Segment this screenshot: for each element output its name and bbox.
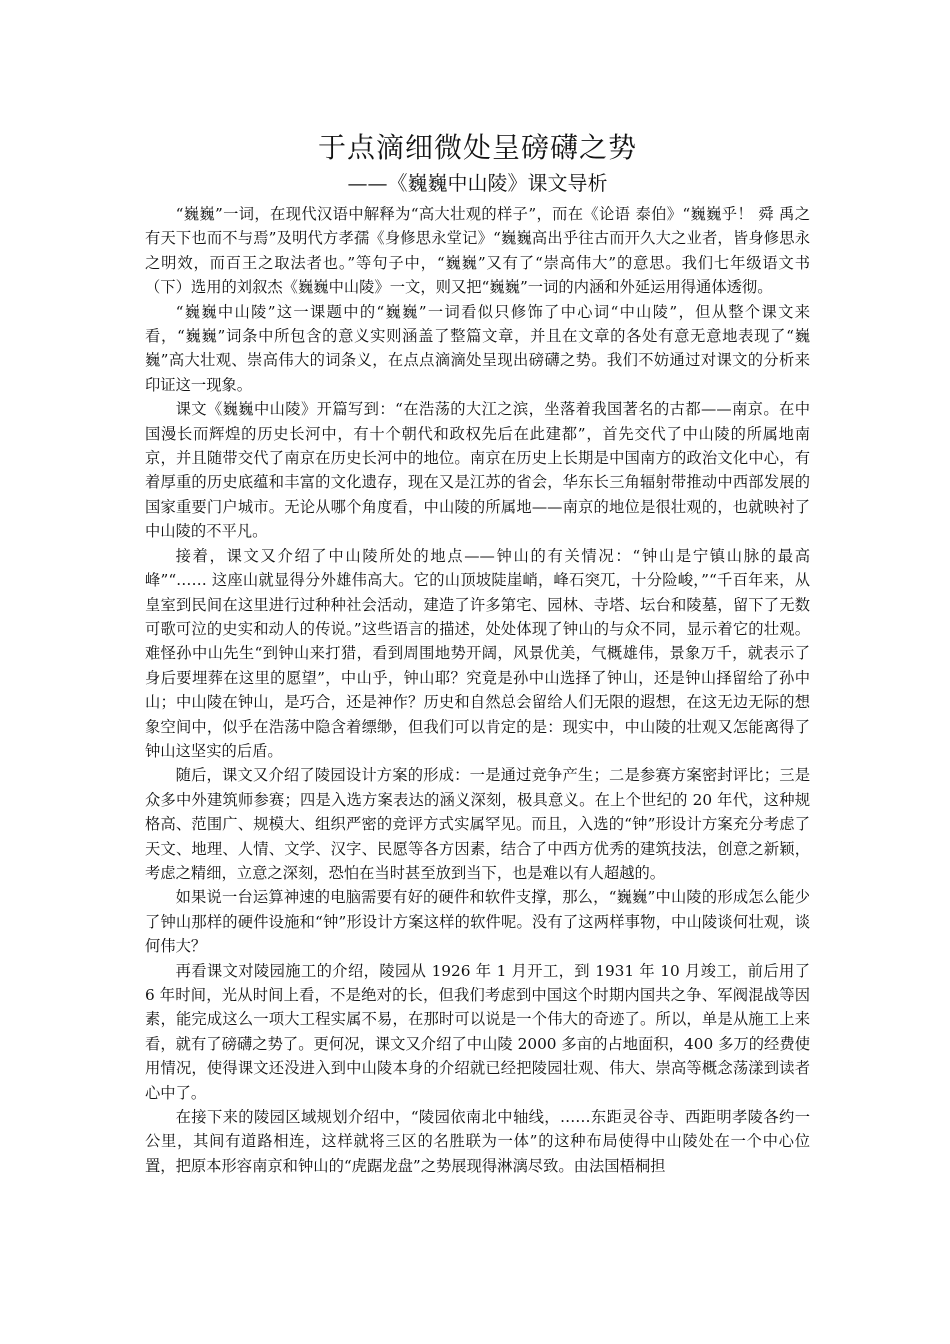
document-page [145, 128, 810, 1178]
document-title: 于点滴细微处呈磅礴之势 [317, 131, 637, 164]
paragraph-3: 课文《巍巍中山陵》开篇写到：“在浩荡的大江之滨，坐落着我国著名的古都——南京。在中国漫长而辉煌的历史长河中，有十个朝代和政权先后在此建都”，首先交代了中山陵的所属地南京，并且随带交代了南京在历史长河中的地位。南京在历史上长期是中国南方的政治文化中心，有着厚重的历史底蕴和丰富的文化遗存，现在又是江苏的省会，华东长三角辐射带推动中西部发展的国家重要门户城市。无论从哪个角度看，中山陵的所属地——南京的地位是很壮观的，也就映衬了中山陵的不平凡。 [145, 400, 810, 541]
paragraph-4: 接着，课文又介绍了中山陵所处的地点——钟山的有关情况：“钟山是宁镇山脉的最高峰”“…… 这座山就显得分外雄伟高大。它的山顶坡陡崖峭，峰石突兀，十分险峻，”“千百年来，从皇室到民间在这里进行过种种社会活动，建造了许多第宅、园林、寺塔、坛台和陵墓，留下了无数可歌可泣的史实和动人的传说。”这些语言的描述，处处体现了钟山的与众不同，显示着它的壮观。难怪孙中山先生“到钟山来打猎，看到周围地势开阔，风景优美，气概雄伟，景象万千，就表示了身后要埋葬在这里的愿望”，中山乎，钟山耶？究竟是孙中山选择了钟山，还是钟山择留给了孙中山；中山陵在钟山，是巧合，还是神作？历史和自然总会留给人们无限的遐想，在这无边无际的想象空间中，似乎在浩荡中隐含着缥缈，但我们可以肯定的是：现实中，中山陵的壮观又怎能离得了钟山这坚实的后盾。 [145, 546, 810, 760]
paragraph-2: “巍巍中山陵”这一课题中的“巍巍”一词看似只修饰了中心词“中山陵”，但从整个课文来看，“巍巍”词条中所包含的意义实则涵盖了整篇文章，并且在文章的各处有意无意地表现了“巍巍”高大壮观、崇高伟大的词条义，在点点滴滴处呈现出磅礴之势。我们不妨通过对课文的分析来印证这一现象。 [145, 302, 810, 394]
paragraph-1: “巍巍”一词，在现代汉语中解释为“高大壮观的样子”，而在《论语 泰伯》“巍巍乎！ 舜 禹之有天下也而不与焉”及明代方孝孺《身修思永堂记》“巍巍高出乎往古而开久大之业者，皆身修思永之明效，而百王之取法者也。”等句子中，“巍巍”又有了“崇高伟大”的意思。我们七年级语文书（下）选用的刘叙杰《巍巍中山陵》一文，则又把“巍巍”一词的内涵和外延运用得通体透彻。 [145, 205, 810, 297]
paragraph-7: 再看课文对陵园施工的介绍，陵园从 1926 年 1 月开工，到 1931 年 10 月竣工，前后用了 6 年时间，光从时间上看，不是绝对的长，但我们考虑到中国这个时期内国共之争、军阀混战等因素，能完成这么一项大工程实属不易，在那时可以说是一个伟大的奇迹了。所以，单是从施工上来看，就有了磅礴之势了。更何况，课文又介绍了中山陵 2000 多亩的占地面积，400 多万的经费使用情况，使得课文还没进入到中山陵本身的介绍就已经把陵园壮观、伟大、崇高等概念荡漾到读者心中了。 [145, 961, 810, 1102]
document-subtitle: ——《巍巍中山陵》课文导析 [347, 171, 608, 195]
paragraph-8: 在接下来的陵园区域规划介绍中，“陵园依南北中轴线，……东距灵谷寺、西距明孝陵各约一公里，其间有道路相连，这样就将三区的名胜联为一体”的这种布局使得中山陵处在一个中心位置，把原本形容南京和钟山的“虎踞龙盘”之势展现得淋漓尽致。由法国梧桐担 [145, 1108, 810, 1175]
paragraph-5: 随后，课文又介绍了陵园设计方案的形成：一是通过竞争产生；二是参赛方案密封评比；三是众多中外建筑师参赛；四是入选方案表达的涵义深刻，极具意义。在上个世纪的 20 年代，这种规格高、范围广、规模大、组织严密的竞评方式实属罕见。而且，入选的“钟”形设计方案充分考虑了天文、地理、人情、文学、汉字、民愿等各方因素，结合了中西方优秀的建筑技法，创意之新颖，考虑之精细，立意之深刻，恐怕在当时甚至放到当下，也是难以有人超越的。 [145, 766, 810, 882]
paragraph-6: 如果说一台运算神速的电脑需要有好的硬件和软件支撑，那么，“巍巍”中山陵的形成怎么能少了钟山那样的硬件设施和“钟”形设计方案这样的软件呢。没有了这两样事物，中山陵谈何壮观，谈何伟大？ [145, 888, 810, 956]
